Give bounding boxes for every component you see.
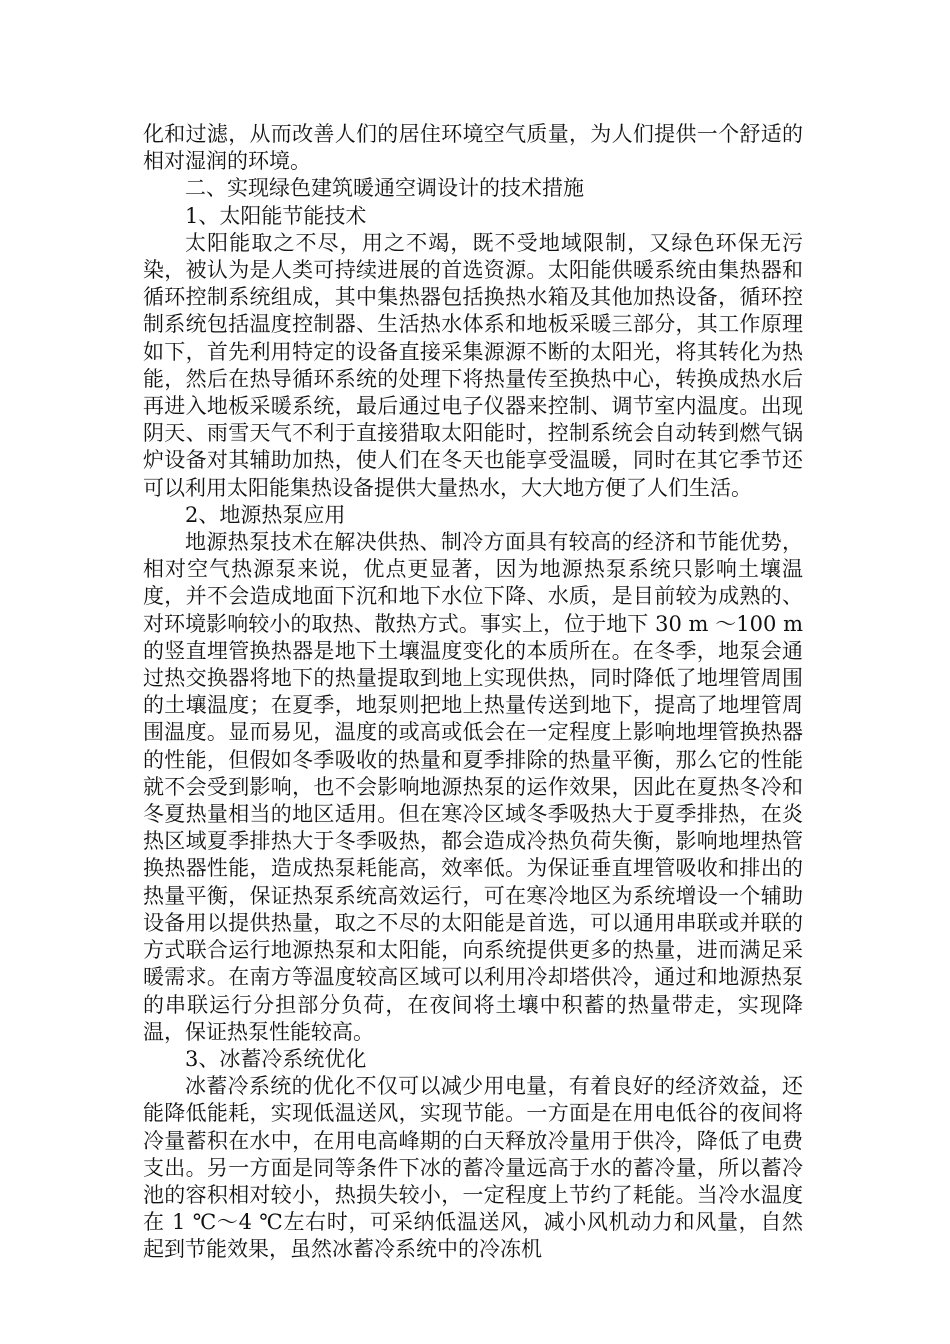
paragraph-ground-source-heat-pump: 地源热泵技术在解决供热、制冷方面具有较高的经济和节能优势，相对空气热源泵来说，优点更显著，因为地源热泵系统只影响土壤温度，并不会造成地面下沉和地下水位下降、水质，是目前较为成熟的、对环境影响较小的取热、散热方式。事实上，位于地下 30 m ～100 m 的竖直埋管换热器是地下土壤温度变化的本质所在。在冬季，地泵会通过热交换器将地下的热量提取到地上实现供热，同时降低了地埋管周围的土壤温度；在夏季，地泵则把地上热量传送到地下，提高了地埋管周围温度。显而易见，温度的或高或低会在一定程度上影响地埋管换热器的性能，但假如冬季吸收的热量和夏季排除的热量平衡，那么它的性能就不会受到影响，也不会影响地源热泵的运作效果，因此在夏热冬冷和冬夏热量相当的地区适用。但在寒冷区域冬季吸热大于夏季排热，在炎热区域夏季排热大于冬季吸热，都会造成冷热负荷失衡，影响地埋热管换热器性能，造成热泵耗能高，效率低。为保证垂直埋管吸收和排出的热量平衡，保证热泵系统高效运行，可在寒冷地区为系统增设一个辅助设备用以提供热量，取之不尽的太阳能是首选，可以通用串联或并联的方式联合运行地源热泵和太阳能，向系统提供更多的热量，进而满足采暖需求。在南方等温度较高区域可以利用冷却塔供冷，通过和地源热泵的串联运行分担部分负荷，在夜间将土壤中积蓄的热量带走，实现降温，保证热泵性能较高。 [143,530,803,1044]
subheading-ice-storage: 3、冰蓄冷系统优化 [185,1046,367,1071]
subheading-solar-energy: 1、太阳能节能技术 [185,203,367,228]
document-body [143,121,803,1264]
paragraph-continuation: 化和过滤，从而改善人们的居住环境空气质量，为人们提供一个舒适的相对湿润的环境。 [143,122,803,174]
paragraph-ice-storage: 冰蓄冷系统的优化不仅可以减少用电量，有着良好的经济效益，还能降低能耗，实现低温送风，实现节能。一方面是在用电低谷的夜间将冷量蓄积在水中，在用电高峰期的白天释放冷量用于供冷，降低了电费支出。另一方面是同等条件下冰的蓄冷量远高于水的蓄冷量，所以蓄冷池的容积相对较小，热损失较小，一定程度上节约了耗能。当冷水温度在 1 ℃～4 ℃左右时，可采纳低温送风，减小风机动力和风量，自然起到节能效果，虽然冰蓄冷系统中的冷冻机 [143,1074,803,1262]
paragraph-solar-energy: 太阳能取之不尽，用之不竭，既不受地域限制，又绿色环保无污染，被认为是人类可持续进展的首选资源。太阳能供暖系统由集热器和循环控制系统组成，其中集热器包括换热水箱及其他加热设备，循环控制系统包括温度控制器、生活热水体系和地板采暖三部分，其工作原理如下，首先利用特定的设备直接采集源源不断的太阳光，将其转化为热能，然后在热导循环系统的处理下将热量传至换热中心，转换成热水后再进入地板采暖系统，最后通过电子仪器来控制、调节室内温度。出现阴天、雨雪天气不利于直接猎取太阳能时，控制系统会自动转到燃气锅炉设备对其辅助加热，使人们在冬天也能享受温暖，同时在其它季节还可以利用太阳能集热设备提供大量热水，大大地方便了人们生活。 [143,230,803,500]
section-heading-technical-measures: 二、实现绿色建筑暖通空调设计的技术措施 [185,176,584,201]
subheading-ground-source-heat-pump: 2、地源热泵应用 [185,502,346,527]
